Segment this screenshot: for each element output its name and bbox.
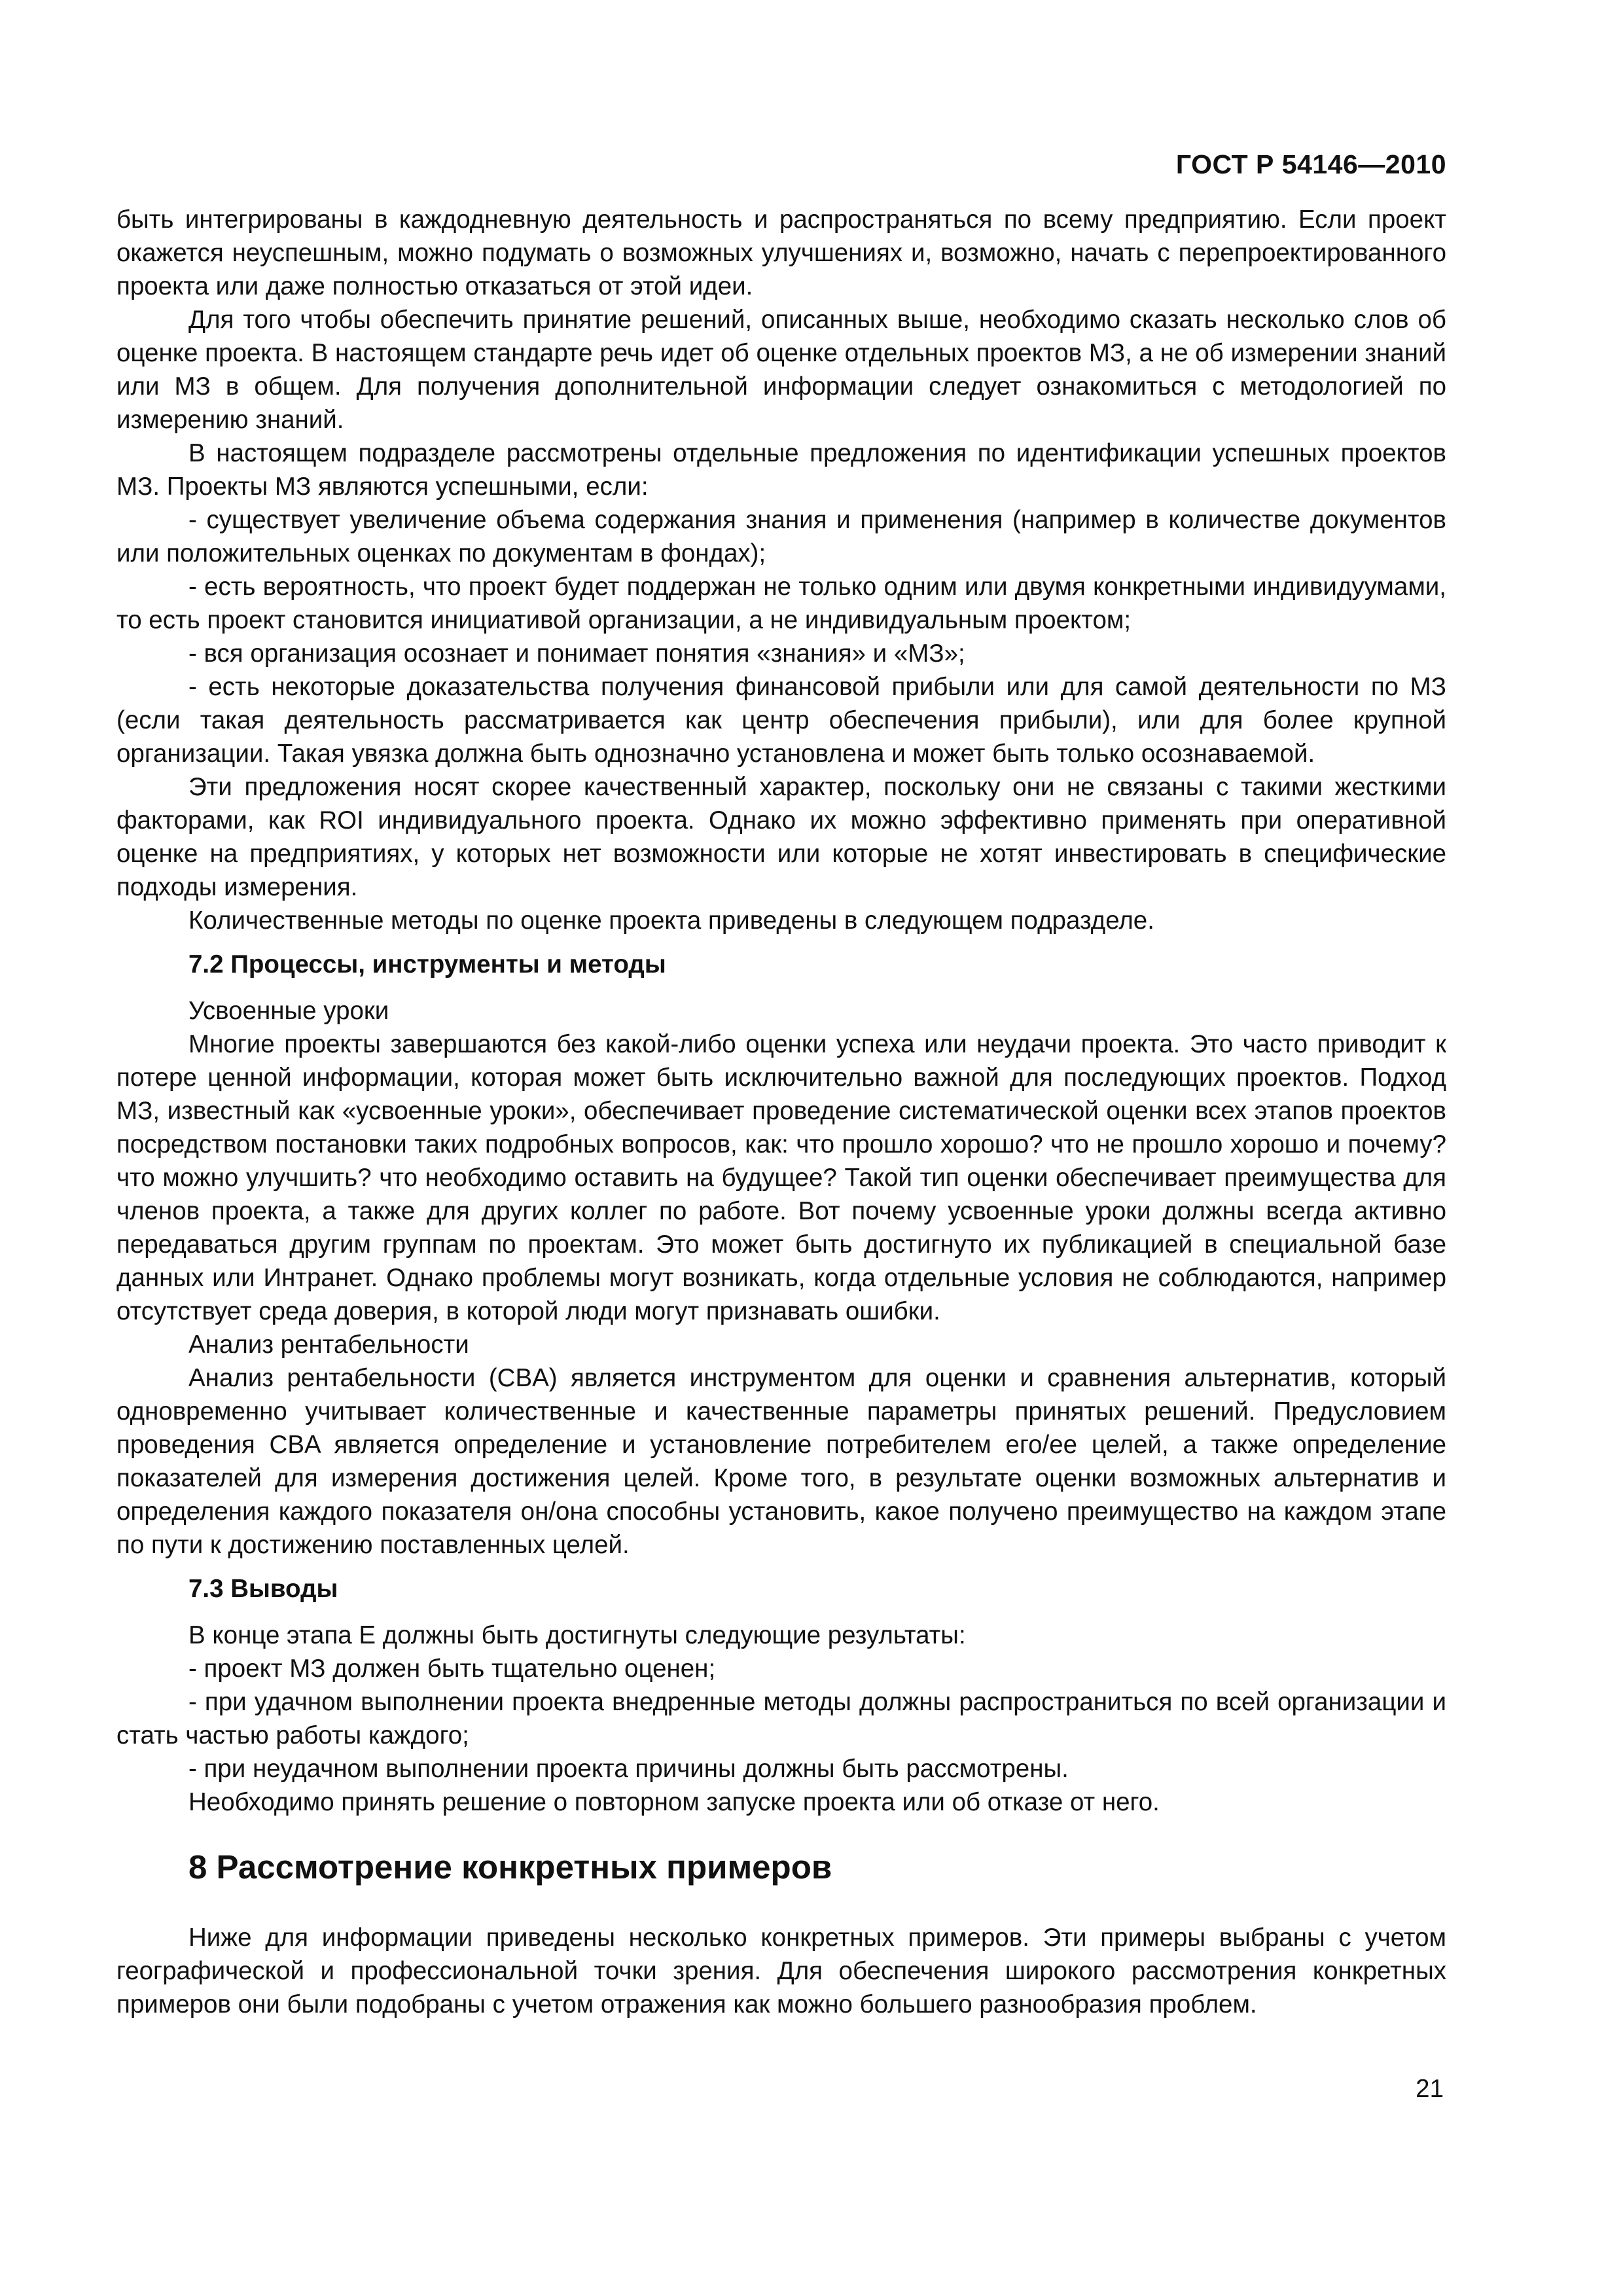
list-item: - при удачном выполнении проекта внедренные методы должны распространиться по всей организации и стать частью работы каждого; bbox=[116, 1688, 1446, 1749]
list-item: - вся организация осознает и понимает понятия «знания» и «МЗ»; bbox=[188, 639, 965, 668]
paragraph: Количественные методы по оценке проекта приведены в следующем подразделе. bbox=[188, 906, 1154, 935]
paragraph: Ниже для информации приведены несколько конкретных примеров. Эти примеры выбраны с учетом географической и профессиональной точки зрения. Для обеспечения широкого рассмотрения конкретных примеров они были подобраны с учетом отражения как можно большего разнообразия проблем. bbox=[116, 1924, 1446, 2018]
paragraph: Необходимо принять решение о повторном запуске проекта или об отказе от него. bbox=[188, 1788, 1160, 1816]
paragraph: Многие проекты завершаются без какой-либо оценки успеха или неудачи проекта. Это часто приводит к потере ценной информации, которая может быть исключительно важной для последующих проектов. Подход МЗ, известный как «усвоенные уроки», обеспечивает проведение систематической оценки всех этапов проектов посредством постановки таких подробных вопросов, как: что прошло хорошо? что не прошло хорошо и почему? что можно улучшить? что необходимо оставить на будущее? Такой тип оценки обеспечивает преимущества для членов проекта, а также для других коллег по работе. Вот почему усвоенные уроки должны всегда активно передаваться другим группам по проектам. Это может быть достигнуто их публикацией в специальной базе данных или Интранет. Однако проблемы могут возникать, когда отдельные условия не соблюдаются, например отсутствует среда доверия, в которой люди могут признавать ошибки. bbox=[116, 1030, 1446, 1325]
list-item: - есть вероятность, что проект будет поддержан не только одним или двумя конкретными индивидуумами, то есть проект становится инициативой организации, а не индивидуальным проектом; bbox=[116, 573, 1446, 634]
page-number: 21 bbox=[1416, 2075, 1444, 2103]
paragraph: быть интегрированы в каждодневную деятельность и распространяться по всему предприятию. Если проект окажется неуспешным, можно подумать о возможных улучшениях и, возможно, начать с перепроектированного проекта или даже полностью отказаться от этой идеи. bbox=[116, 206, 1446, 300]
paragraph: В конце этапа E должны быть достигнуты следующие результаты: bbox=[188, 1621, 966, 1649]
subheading: Анализ рентабельности bbox=[188, 1331, 469, 1359]
paragraph: В настоящем подразделе рассмотрены отдельные предложения по идентификации успешных проектов МЗ. Проекты МЗ являются успешными, если: bbox=[116, 439, 1446, 501]
subheading: Усвоенные уроки bbox=[188, 997, 389, 1025]
list-item: - проект МЗ должен быть тщательно оценен; bbox=[188, 1655, 716, 1683]
section-heading-7-2: 7.2 Процессы, инструменты и методы bbox=[188, 950, 666, 978]
paragraph: Для того чтобы обеспечить принятие решений, описанных выше, необходимо сказать несколько слов об оценке проекта. В настоящем стандарте речь идет об оценке отдельных проектов МЗ, а не об измерении знаний или МЗ в общем. Для получения дополнительной информации следует ознакомиться с методологией по измерению знаний. bbox=[116, 306, 1446, 434]
section-heading-7-3: 7.3 Выводы bbox=[188, 1575, 338, 1603]
list-item: - при неудачном выполнении проекта причины должны быть рассмотрены. bbox=[188, 1755, 1069, 1783]
paragraph: Эти предложения носят скорее качественный характер, поскольку они не связаны с такими жесткими факторами, как ROI индивидуального проекта. Однако их можно эффективно применять при оперативной оценке на предприятиях, у которых нет возможности или которые не хотят инвестировать в специфические подходы измерения. bbox=[116, 773, 1446, 901]
list-item: - есть некоторые доказательства получения финансовой прибыли или для самой деятельности по МЗ (если такая деятельность рассматривается как центр обеспечения прибыли), или для более крупной организации. Такая увязка должна быть однозначно установлена и может быть только осознаваемой. bbox=[116, 673, 1446, 768]
page-content bbox=[116, 203, 1446, 2021]
paragraph: Анализ рентабельности (CBA) является инструментом для оценки и сравнения альтернатив, который одновременно учитывает количественные и качественные параметры принятых решений. Предусловием проведения CBA является определение и установление потребителем его/ее целей, а также определение показателей для измерения достижения целей. Кроме того, в результате оценки возможных альтернатив и определения каждого показателя он/она способны установить, какое получено преимущество на каждом этапе по пути к достижению поставленных целей. bbox=[116, 1364, 1446, 1559]
section-heading-8: 8 Рассмотрение конкретных примеров bbox=[188, 1848, 832, 1886]
list-item: - существует увеличение объема содержания знания и применения (например в количестве документов или положительных оценках по документам в фондах); bbox=[116, 506, 1446, 567]
standard-header: ГОСТ Р 54146—2010 bbox=[1175, 149, 1446, 179]
